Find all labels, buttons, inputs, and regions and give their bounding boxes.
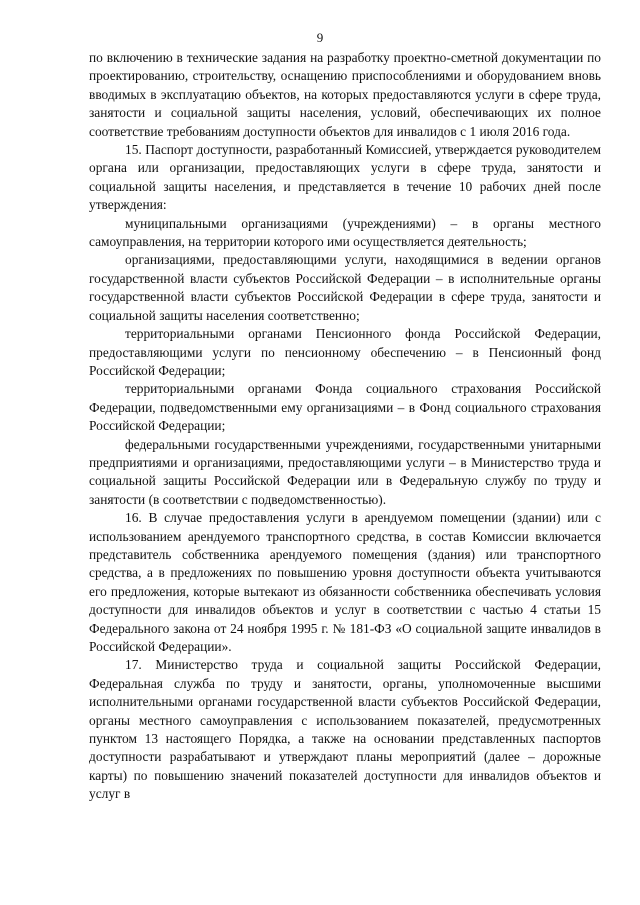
paragraph-item-17: 17. Министерство труда и социальной защиты Российской Федерации, Федеральная служба по труду и занятости, органы, уполномоченные высшими исполнительными органами государственной власти субъектов Российской Федерации, органы местного самоуправления с использованием показателей, предусмотренных пунктом 13 настоящего Порядка, а также на основании представленных паспортов доступности разрабатывают и утверждают планы мероприятий (далее – дорожные карты) по повышению значений показателей доступности для инвалидов объектов и услуг в	[89, 657, 601, 802]
paragraph-pension-fund: территориальными органами Пенсионного фонда Российской Федерации, предоставляющими услуги по пенсионному обеспечению – в Пенсионный фонд Российской Федерации;	[89, 326, 601, 378]
paragraph-item-15: 15. Паспорт доступности, разработанный Комиссией, утверждается руководителем органа или организации, предоставляющих услуги в сфере труда, занятости и социальной защиты населения, и представляется в течение 10 рабочих дней после утверждения:	[89, 142, 601, 213]
paragraph-social-insurance-fund: территориальными органами Фонда социального страхования Российской Федерации, подведомственными ему организациями – в Фонд социального страхования Российской Федерации;	[89, 381, 601, 434]
paragraph-subject-organizations: организациями, предоставляющими услуги, находящимися в ведении органов государственной власти субъектов Российской Федерации – в исполнительные органы государственной власти субъектов Российской Федерации в сфере труда, занятости и социальной защиты населения соответственно;	[89, 252, 601, 323]
paragraph-federal-institutions: федеральными государственными учреждениями, государственными унитарными предприятиями и организациями, предоставляющими услуги – в Министерство труда и социальной защиты Российской Федерации или в Федеральную службу по труду и занятости (в соответствии с подведомственностью).	[89, 436, 601, 507]
paragraph-continuation: по включению в технические задания на разработку проектно-сметной документации по проектированию, строительству, оснащению приспособлениями и оборудованием вновь вводимых в эксплуатацию объектов, на которых предоставляются услуги в сфере труда, занятости и социальной защиты населения, условий, обеспечивающих их полное соответствие требованиям доступности объектов для инвалидов с 1 июля 2016 года.	[89, 50, 601, 139]
paragraph-municipal-organizations: муниципальными организациями (учреждениями) – в органы местного самоуправления, на территории которого ими осуществляется деятельность;	[89, 215, 601, 250]
paragraph-item-16: 16. В случае предоставления услуги в арендуемом помещении (здании) или с использованием арендуемого транспортного средства, в состав Комиссии включается представитель собственника арендуемого помещения (здания) или транспортного средства, а в предложениях по повышению уровня доступности объекта учитываются его предложения, которые вытекают из обязанности собственника обеспечивать условия доступности для инвалидов объектов и услуг в соответствии с частью 4 статьи 15 Федерального закона от 24 ноября 1995 г. № 181-ФЗ «О социальной защите инвалидов в Российской Федерации».	[89, 510, 601, 654]
page-number: 9	[316, 30, 324, 45]
document-body	[89, 49, 601, 804]
